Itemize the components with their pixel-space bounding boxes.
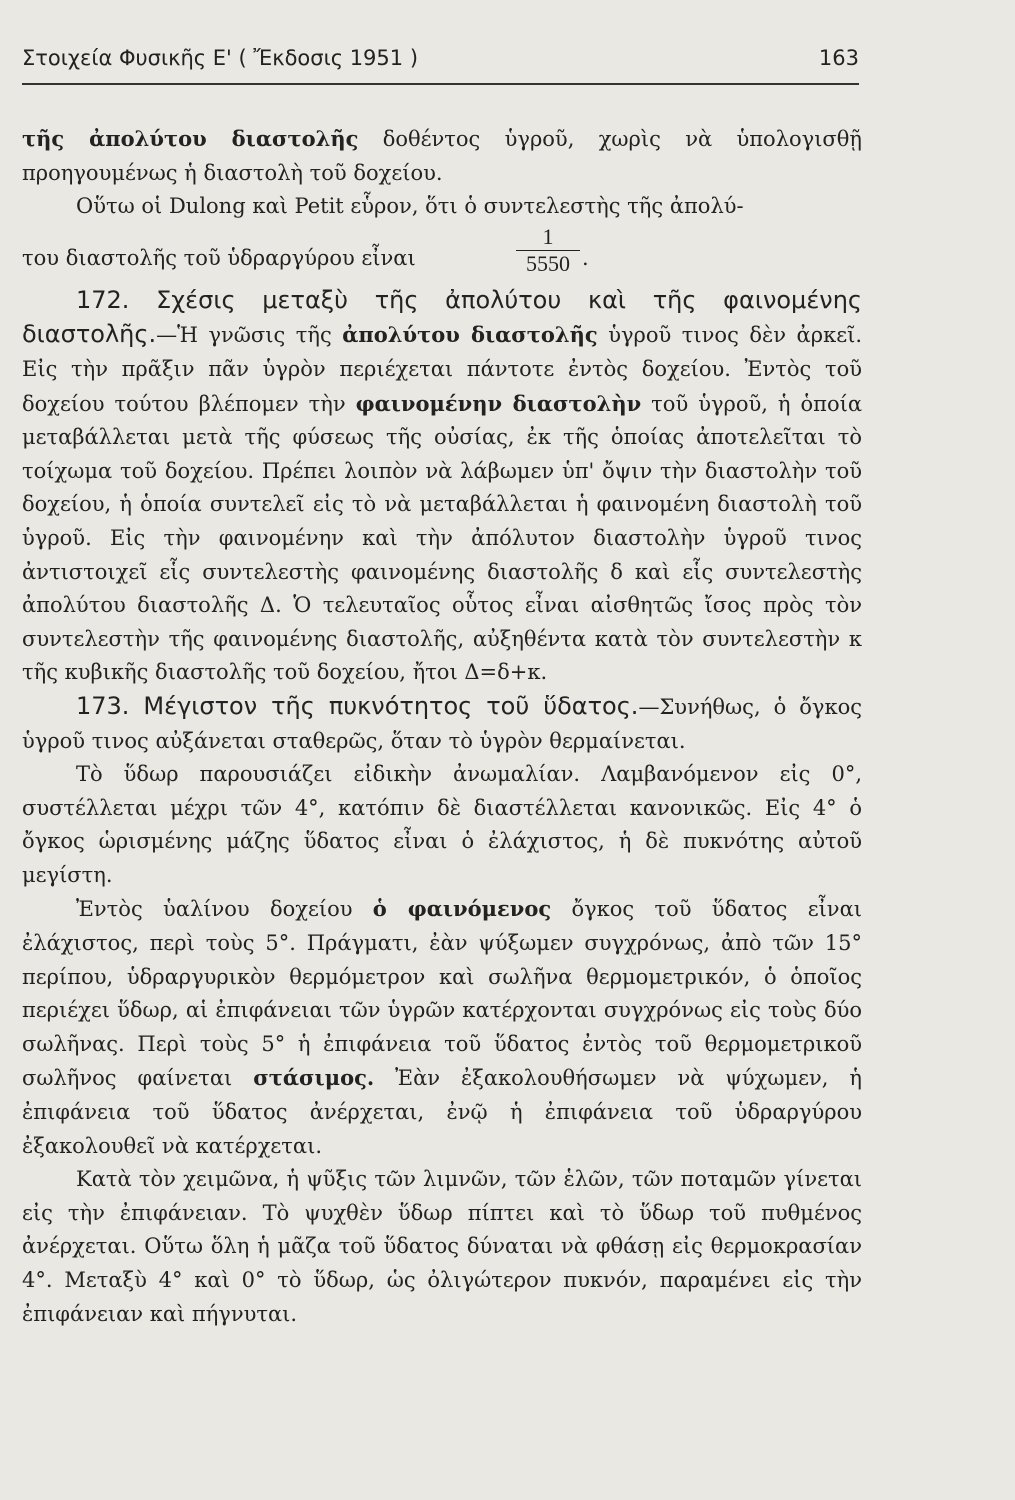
running-head-title: Στοιχεία Φυσικῆς Ε' ( Ἔκδοσις 1951 ): [22, 46, 419, 70]
fraction-numerator: 1: [516, 224, 580, 251]
text-run: Ἐντὸς ὑαλίνου δοχείου: [76, 897, 373, 922]
fraction: [516, 224, 580, 277]
bold-term: τῆς ἀπολύτου διαστολῆς: [22, 126, 359, 151]
bold-term: ὁ φαινόμενος: [372, 896, 552, 922]
text-run: —Συνήθως, ὁ ὄγκος ὑγροῦ τινος αὐξάνεται σταθερῶς, ὅταν τὸ ὑγρὸν θερμαίνεται.: [22, 694, 862, 753]
section-heading-173: 173. Μέγιστον τῆς πυκνότητος τοῦ ὕδατος.: [76, 691, 639, 720]
page-number: 163: [818, 46, 859, 70]
text-run: ὑγροῦ τινος δὲν ἀρκεῖ. Εἰς τὴν πρᾶξιν πᾶν ὑγρὸν περιέχεται πάντοτε ἐντὸς δοχείου. Ἐντὸς τοῦ δοχείου τούτου βλέπομεν τὴν: [22, 323, 862, 416]
paragraph-winter: Κατὰ τὸν χειμῶνα, ἡ ψῦξις τῶν λιμνῶν, τῶν ἑλῶν, τῶν ποταμῶν γίνεται εἰς τὴν ἐπιφάνειαν. Τὸ ψυχθὲν ὕδωρ πίπτει καὶ τὸ ὕδωρ τοῦ πυθμένος ἀνέρχεται. Οὕτω ὅλη ἡ μᾶζα τοῦ ὕδατος δύναται νὰ φθάσῃ εἰς θερμοκρασίαν 4°. Μεταξὺ 4° καὶ 0° τὸ ὕδωρ, ὡς ὀλιγώτερον πυκνόν, παραμένει εἰς τὴν ἐπιφάνειαν καὶ πήγνυται.: [22, 1167, 862, 1326]
bold-term: φαινομένην διαστολὴν: [355, 390, 642, 416]
text-run: του διαστολῆς τοῦ ὑδραργύρου εἶναι: [22, 245, 416, 270]
text-run: ὄγκος τοῦ ὕδατος εἶναι ἐλάχιστος, περὶ τοὺς 5°. Πράγματι, ἐὰν ψύξωμεν συγχρόνως, ἀπὸ τῶν 15° περίπου, ὑδραργυρικὸν θερμόμετρον καὶ σωλῆνα θερμομετρικόν, ὁ ὁποῖος περιέχει ὕδωρ, αἱ ἐπιφάνειαι τῶν ὑγρῶν κατέρχονται συγχρόνως εἰς τοὺς δύο σωλῆνας. Περὶ τοὺς 5° ἡ ἐπιφάνεια τοῦ ὕδατος ἐντὸς τοῦ θερμομετρικοῦ σωλῆνος φαίνεται: [22, 897, 862, 1091]
paragraph-dulong-petit: Οὕτω οἱ Dulong καὶ Petit εὗρον, ὅτι ὁ συντελεστὴς τῆς ἀπολύ-: [76, 194, 744, 219]
text-run: —Ἡ γνῶσις τῆς: [156, 323, 343, 348]
text-run: τοῦ ὑγροῦ, ἡ ὁποία μεταβάλλεται μετὰ τῆς φύσεως τῆς οὐσίας, ἐκ τῆς ὁποίας ἀποτελεῖται τὸ τοίχωμα τοῦ δοχείου. Πρέπει λοιπὸν νὰ λάβωμεν ὑπ' ὄψιν τὴν διαστολὴν τοῦ δοχείου, ἡ ὁποία συντελεῖ εἰς τὸ νὰ μεταβάλλεται ἡ φαινομένη διαστολὴ τοῦ ὑγροῦ. Εἰς τὴν φαινομένην καὶ τὴν ἀπόλυτον διαστολὴν ὑγροῦ τινος ἀντιστοιχεῖ εἷς συντελεστὴς φαινομένης διαστολῆς δ καὶ εἷς συντελεστὴς ἀπολύτου διαστολῆς Δ. Ὁ τελευταῖος οὗτος εἶναι αἰσθητῶς ἴσος πρὸς τὸν συντελεστὴν τῆς φαινομένης διαστολῆς, αὐξηθέντα κατὰ τὸν συντελεστὴν κ τῆς κυβικῆς διαστολῆς τοῦ δοχείου, ἤτοι Δ=δ+κ.: [22, 391, 863, 685]
formula-line: [22, 224, 862, 284]
section-heading-172: 172. Σχέσις μεταξὺ τῆς ἀπολύτου καὶ τῆς φαινομένης διαστολῆς.: [22, 285, 862, 349]
section-172: [22, 284, 862, 690]
page-body: [22, 122, 862, 1331]
paragraph-continuation: [22, 122, 862, 190]
paragraph-glass-vessel: [22, 892, 862, 1163]
header-rule: [22, 83, 859, 85]
bold-term: ἀπολύτου διαστολῆς: [342, 322, 598, 348]
section-173: [22, 690, 862, 758]
text-run: Ἐὰν ἐξακολουθήσωμεν νὰ ψύχωμεν, ἡ ἐπιφάνεια τοῦ ὕδατος ἀνέρχεται, ἐνῷ ἡ ἐπιφάνεια τοῦ ὑδραργύρου ἐξακολουθεῖ νὰ κατέρχεται.: [22, 1066, 862, 1158]
text-run: .: [582, 245, 589, 270]
paragraph-anomaly: Τὸ ὕδωρ παρουσιάζει εἰδικὴν ἀνωμαλίαν. Λαμβανόμενον εἰς 0°, συστέλλεται μέχρι τῶν 4°, κατόπιν δὲ διαστέλλεται κανονικῶς. Εἰς 4° ὁ ὄγκος ὡρισμένης μάζης ὕδατος εἶναι ὁ ἐλάχιστος, ἡ δὲ πυκνότης αὐτοῦ μεγίστη.: [22, 762, 862, 887]
text-run: δοθέντος ὑγροῦ, χωρὶς νὰ ὑπολογισθῇ προηγουμένως ἡ διαστολὴ τοῦ δοχείου.: [22, 127, 862, 185]
bold-term: στάσιμος.: [253, 1065, 375, 1091]
fraction-denominator: 5550: [526, 250, 570, 276]
running-head: [22, 46, 859, 82]
